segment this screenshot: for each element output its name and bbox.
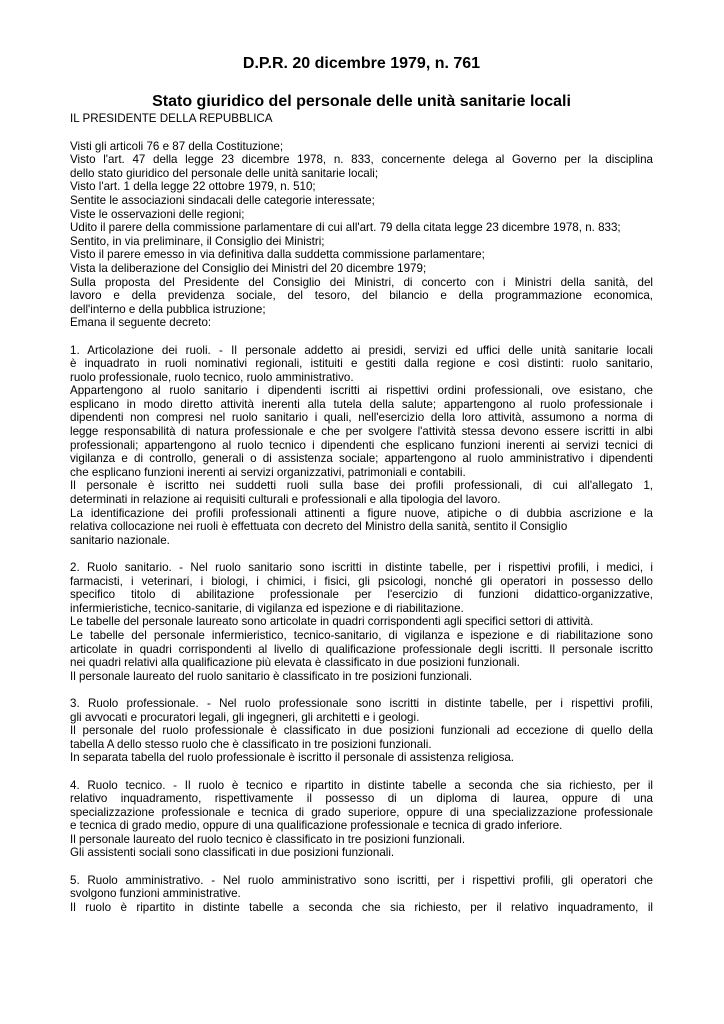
document-title: D.P.R. 20 dicembre 1979, n. 761 xyxy=(242,55,481,72)
article-line: tabella A dello stesso ruolo che è classificato in tre posizioni funzionali. xyxy=(70,737,432,751)
preamble-line: Visto l'art. 47 della legge 23 dicembre 1978, n. 833, concernente delega al Governo per la disciplina xyxy=(70,153,653,167)
article-line: 3. Ruolo professionale. - Nel ruolo professionale sono iscritti in distinte tabelle, per i rispettivi profili, xyxy=(70,696,653,710)
preamble-line: Emana il seguente decreto: xyxy=(70,316,212,330)
article-line: farmacisti, i veterinari, i biologi, i chimici, i fisici, gli psicologi, nonché gli operatori in possesso dello xyxy=(70,574,653,588)
preamble-line: dello stato giuridico del personale delle unità sanitarie locali; xyxy=(70,166,379,180)
preamble-line: Udito il parere della commissione parlamentare di cui all'art. 79 della citata legge 23 dicembre 1978, n. 833; xyxy=(70,221,621,235)
preamble-line: Sentite le associazioni sindacali delle categorie interessate; xyxy=(70,193,375,207)
article-line: relativo inquadramento, rispettivamente il possesso di un diploma di laurea, oppure di una xyxy=(70,792,653,806)
article-line: Il personale del ruolo professionale è classificato in due posizioni funzionali ad eccezione di quello della xyxy=(70,724,653,738)
article-line: articolate in quadri corrispondenti al livello di qualificazione professionale degli iscritti. Il personale iscritto xyxy=(70,642,653,656)
article-line: dipendenti non compresi nel ruolo sanitario i quali, nell'esercizio della loro attività, assumono a norma di xyxy=(70,411,653,425)
article-line: determinati in relazione ai requisiti culturali e professionali e alla tipologia del lavoro. xyxy=(70,493,501,507)
article-5 xyxy=(70,874,653,915)
article-3 xyxy=(70,697,653,765)
preamble-line: Visto il parere emesso in via definitiva dalla suddetta commissione parlamentare; xyxy=(70,248,485,262)
preamble-line: Sulla proposta del Presidente del Consiglio dei Ministri, di concerto con i Ministri della sanità, del xyxy=(70,275,653,289)
article-line: Il personale è iscritto nei suddetti ruoli sulla base dei profili professionali, di cui all'allegato 1, xyxy=(70,479,653,493)
article-line: gli avvocati e procuratori legali, gli ingegneri, gli architetti e i geologi. xyxy=(70,710,420,724)
article-line: vigilanza e di controllo, generali o di assistenza sociale; appartengono al ruolo amministrativo i dipendenti xyxy=(70,452,653,466)
article-line: In separata tabella del ruolo professionale è iscritto il personale di assistenza religiosa. xyxy=(70,751,515,765)
article-1 xyxy=(70,344,653,548)
article-line: e tecnica di grado medio, oppure di una qualificazione professionale e tecnica di grado inferiore. xyxy=(70,819,563,833)
article-line: 5. Ruolo amministrativo. - Nel ruolo amministrativo sono iscritti, per i rispettivi profili, gli operatori che xyxy=(70,873,653,887)
article-line: ruolo professionale, ruolo tecnico, ruolo amministrativo. xyxy=(70,370,354,384)
article-line: Le tabelle del personale laureato sono articolate in quadri corrispondenti agli specifici settori di attività. xyxy=(70,615,594,629)
preamble-line: dell'interno e della pubblica istruzione; xyxy=(70,302,266,316)
preamble-line: lavoro e della previdenza sociale, del tesoro, del bilancio e della programmazione economica, xyxy=(70,289,653,303)
preamble-line: Sentito, in via preliminare, il Consiglio dei Ministri; xyxy=(70,234,325,248)
article-line: professionali; appartengono al ruolo tecnico i dipendenti che esplicano funzioni inerenti ai servizi tecnici di xyxy=(70,438,653,452)
article-line: specializzazione professionale e tecnica di grado superiore, oppure di una specializzazione professionale xyxy=(70,805,653,819)
article-line: nei quadri relativi alla qualificazione più elevata è classificato in due posizioni funzionali. xyxy=(70,656,520,670)
issuer: IL PRESIDENTE DELLA REPUBBLICA xyxy=(70,112,273,125)
article-2 xyxy=(70,561,653,683)
document-subtitle: Stato giuridico del personale delle unità sanitarie locali xyxy=(152,93,571,110)
article-line: specifico titolo di abilitazione professionale per l'esercizio di funzioni didattico-organizzative, xyxy=(70,588,653,602)
document-page xyxy=(70,54,653,914)
article-line: La identificazione dei profili professionali attinenti a figure nuove, atipiche o di dubbia ascrizione e la xyxy=(70,506,653,520)
article-line: Gli assistenti sociali sono classificati in due posizioni funzionali. xyxy=(70,846,395,860)
article-line: 2. Ruolo sanitario. - Nel ruolo sanitario sono iscritti in distinte tabelle, per i rispettivi profili, i medici, i xyxy=(70,561,653,574)
article-line: esplicano in modo diretto attività inerenti alla tutela della salute; appartengono al ruolo professionale i xyxy=(70,397,653,411)
preamble-line: Visti gli articoli 76 e 87 della Costituzione; xyxy=(70,139,284,153)
preamble-line: Visto l'art. 1 della legge 22 ottobre 1979, n. 510; xyxy=(70,180,316,194)
article-4 xyxy=(70,779,653,861)
article-line: 1. Articolazione dei ruoli. - Il personale addetto ai presidi, servizi ed uffici delle unità sanitarie locali xyxy=(70,343,653,357)
article-line: Le tabelle del personale infermieristico, tecnico-sanitario, di vigilanza e ispezione e di riabilitazione sono xyxy=(70,628,653,642)
preamble-line: Viste le osservazioni delle regioni; xyxy=(70,207,245,221)
article-line: Il personale laureato del ruolo sanitario è classificato in tre posizioni funzionali. xyxy=(70,669,473,683)
preamble-line: Vista la deliberazione del Consiglio dei Ministri del 20 dicembre 1979; xyxy=(70,261,427,275)
article-line: è inquadrato in ruoli nominativi regionali, istituiti e gestiti dalla regione e così distinti: ruolo sanitario, xyxy=(70,357,653,371)
preamble xyxy=(70,140,653,330)
article-line: svolgono funzioni amministrative. xyxy=(70,887,241,901)
article-line: Il personale laureato del ruolo tecnico è classificato in tre posizioni funzionali. xyxy=(70,832,466,846)
article-line: relativa collocazione nei ruoli è effettuata con decreto del Ministro della sanità, sentito il Consiglio xyxy=(70,520,568,534)
article-line: Il ruolo è ripartito in distinte tabelle a seconda che sia richiesto, per il relativo inquadramento, il xyxy=(70,900,653,914)
article-line: legge responsabilità di natura professionale e che per svolgere l'attività stessa devono essere iscritti in albi xyxy=(70,425,653,439)
article-line: Appartengono al ruolo sanitario i dipendenti iscritti ai rispettivi ordini professionali, ove esistano, che xyxy=(70,384,653,398)
article-line: 4. Ruolo tecnico. - Il ruolo è tecnico e ripartito in distinte tabelle a seconda che sia richiesto, per il xyxy=(70,778,653,792)
article-line: infermieristiche, tecnico-sanitarie, di vigilanza ed ispezione e di riabilitazione. xyxy=(70,601,464,615)
article-line: che esplicano funzioni inerenti ai servizi organizzativi, patrimoniali e contabili. xyxy=(70,465,466,479)
article-line: sanitario nazionale. xyxy=(70,533,170,547)
